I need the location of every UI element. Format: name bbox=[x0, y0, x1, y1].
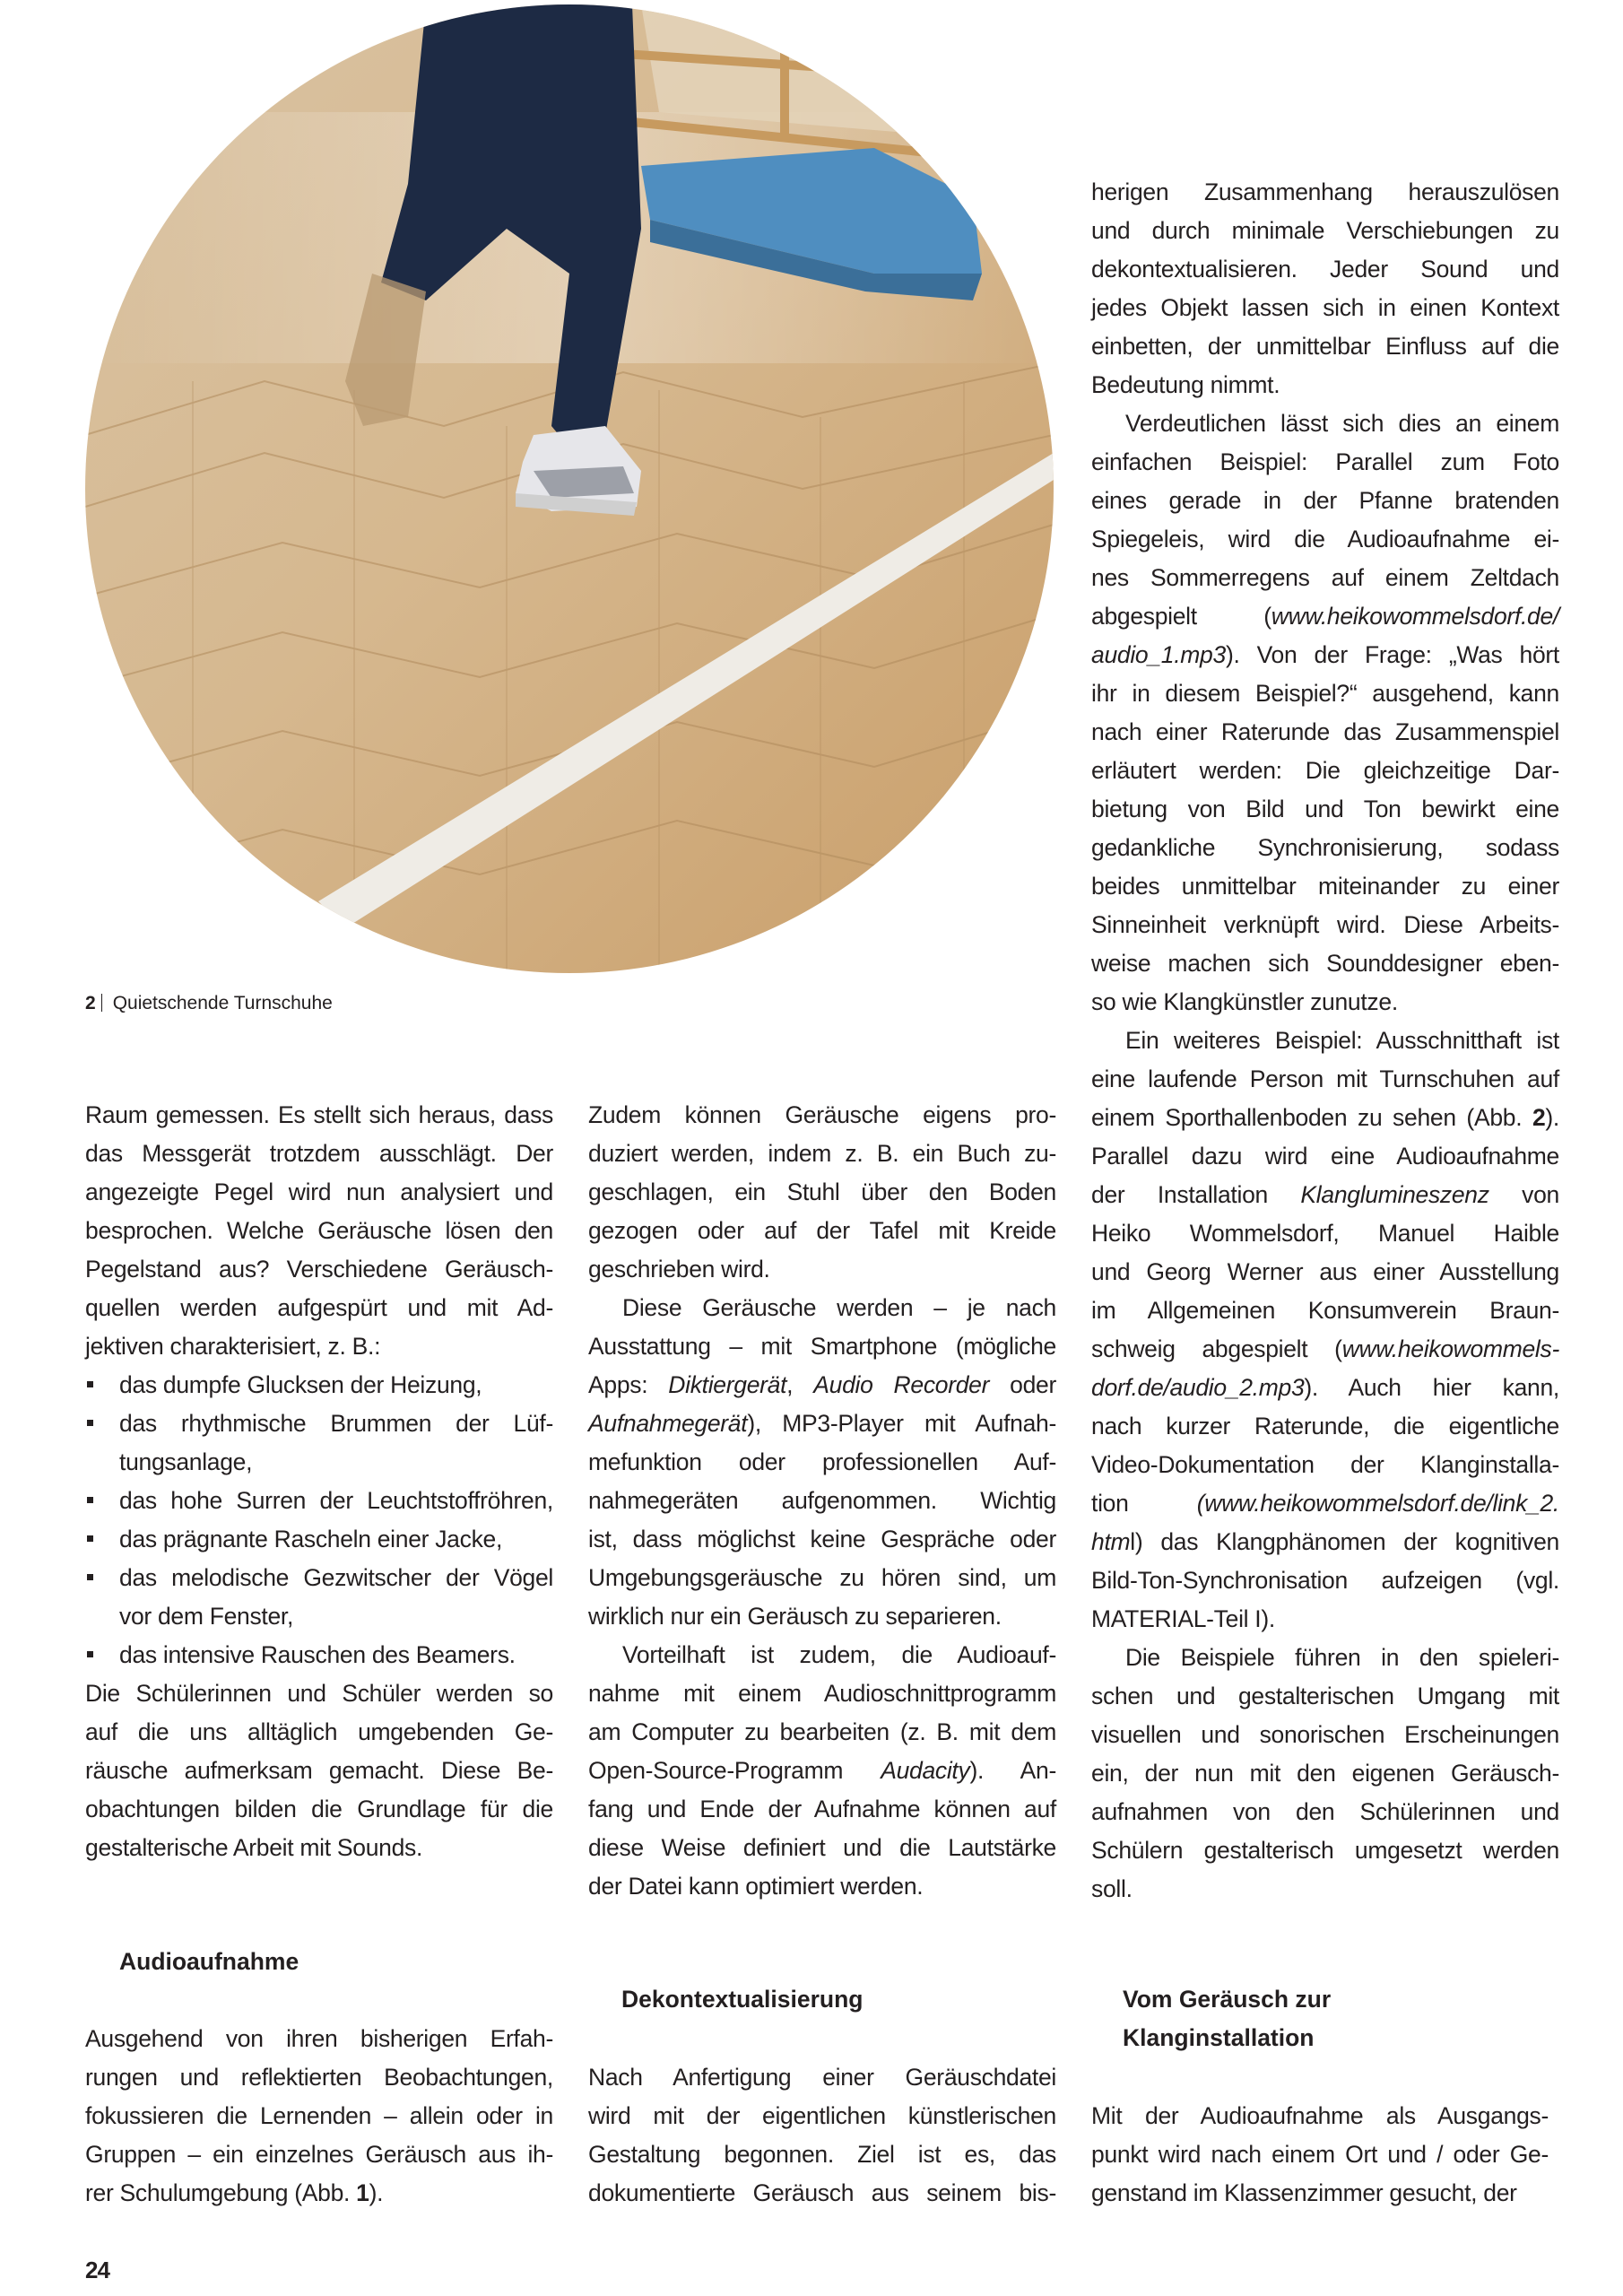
text-line bbox=[1091, 1060, 1559, 1099]
text-line bbox=[1091, 1677, 1559, 1716]
text-line bbox=[1091, 404, 1559, 443]
text-line-content: gezogen oder auf der Tafel mit Kreide bbox=[588, 1217, 1056, 1244]
heading-klanginstallation bbox=[1123, 1980, 1331, 2057]
text-line-content: obachtungen bilden die Grundlage für die bbox=[85, 1796, 553, 1822]
text-line bbox=[1091, 713, 1559, 752]
heading-audioaufnahme: Audioaufnahme bbox=[119, 1948, 299, 1975]
text-line-content: vor dem Fenster, bbox=[119, 1603, 294, 1630]
text-line bbox=[588, 1790, 1056, 1829]
text-line bbox=[1091, 1292, 1559, 1330]
text-line-content: Diese Geräusche werden – je nach bbox=[622, 1294, 1056, 1321]
text-line-content: nach einer Raterunde das Zusammenspiel bbox=[1091, 718, 1559, 745]
text-line-content: MATERIAL-Teil I). bbox=[1091, 1605, 1275, 1632]
text-line-content: Verdeutlichen lässt sich dies an einem bbox=[1125, 410, 1559, 437]
text-line bbox=[1091, 829, 1559, 867]
text-line-content: Open-Source-Programm Audacity). An- bbox=[588, 1757, 1056, 1784]
text-line bbox=[588, 1829, 1056, 1867]
text-line-content: das Messgerät trotzdem ausschlägt. Der bbox=[85, 1140, 553, 1167]
text-line-content: Mit der Audioaufnahme als Ausgangs- bbox=[1091, 2102, 1549, 2129]
text-line bbox=[588, 1597, 1056, 1636]
running-shoes-photo bbox=[85, 4, 1054, 973]
text-line-content: dorf.de/audio_2.mp3). Auch hier kann, bbox=[1091, 1374, 1559, 1401]
bullet-square-icon bbox=[87, 1497, 93, 1503]
bullet-square-icon bbox=[87, 1574, 93, 1580]
text-line-content: Aufnahmegerät), MP3-Player mit Aufnah- bbox=[588, 1410, 1056, 1437]
text-line bbox=[1091, 867, 1559, 906]
text-line-content: mefunktion oder professionellen Auf- bbox=[588, 1448, 1056, 1475]
bullet-square-icon bbox=[87, 1381, 93, 1387]
text-line bbox=[1091, 906, 1559, 944]
text-line-content: im Allgemeinen Konsumverein Braun- bbox=[1091, 1297, 1559, 1324]
text-line-content: Gruppen – ein einzelnes Geräusch aus ih- bbox=[85, 2141, 553, 2168]
text-line bbox=[588, 1173, 1056, 1212]
figure-number: 2 bbox=[85, 993, 96, 1013]
text-line bbox=[1091, 983, 1559, 1022]
text-line-content: Die Beispiele führen in den spieleri- bbox=[1125, 1644, 1559, 1671]
text-line-content: html) das Klangphänomen der kognitiven bbox=[1091, 1528, 1559, 1555]
text-line-content: beides unmittelbar miteinander zu einer bbox=[1091, 873, 1559, 900]
text-line-content: Umgebungsgeräusche zu hören sind, um bbox=[588, 1564, 1056, 1591]
text-line bbox=[85, 1096, 553, 1135]
text-line-content: rer Schulumgebung (Abb. 1). bbox=[85, 2179, 384, 2206]
text-line bbox=[1091, 1639, 1559, 1677]
text-line-content: einfachen Beispiel: Parallel zum Foto bbox=[1091, 448, 1559, 475]
text-line-content: der Datei kann optimiert werden. bbox=[588, 1873, 924, 1900]
text-line-content: Parallel dazu wird eine Audioaufnahme bbox=[1091, 1143, 1559, 1170]
text-line-content: das intensive Rauschen des Beamers. bbox=[119, 1641, 516, 1668]
text-line bbox=[588, 1482, 1056, 1520]
text-line-content: herigen Zusammenhang herauszulösen bbox=[1091, 178, 1559, 205]
text-line bbox=[588, 2058, 1056, 2097]
text-line bbox=[1091, 1022, 1559, 1060]
text-line-content: Vorteilhaft ist zudem, die Audioauf- bbox=[622, 1641, 1056, 1668]
text-line-content: der Installation Klanglumineszenz von bbox=[1091, 1181, 1559, 1208]
text-line-content: Zudem können Geräusche eigens pro- bbox=[588, 1101, 1056, 1128]
text-line bbox=[1091, 2135, 1549, 2174]
text-line bbox=[85, 1752, 553, 1790]
text-line-content: jedes Objekt lassen sich in einen Kontext bbox=[1091, 294, 1559, 321]
bullet-list-item-line bbox=[85, 1520, 553, 1559]
text-line bbox=[588, 1867, 1056, 1906]
text-line-content: einem Sporthallenboden zu sehen (Abb. 2). bbox=[1091, 1104, 1559, 1131]
text-line-content: das dumpfe Glucksen der Heizung, bbox=[119, 1371, 482, 1398]
text-line-content: schen und gestalterischen Umgang mit bbox=[1091, 1683, 1559, 1709]
text-line-content: wirklich nur ein Geräusch zu separieren. bbox=[588, 1603, 1002, 1630]
text-line bbox=[1091, 1137, 1559, 1176]
figure-2-photo bbox=[85, 4, 1054, 973]
text-line-content: Die Schülerinnen und Schüler werden so bbox=[85, 1680, 553, 1707]
text-line-content: rungen und reflektierten Beobachtungen, bbox=[85, 2064, 553, 2091]
text-line bbox=[588, 1443, 1056, 1482]
bullet-list-item-line bbox=[85, 1405, 553, 1443]
text-line bbox=[1091, 1407, 1559, 1446]
text-line bbox=[1091, 1600, 1559, 1639]
text-line bbox=[1091, 1214, 1559, 1253]
text-line bbox=[1091, 1754, 1559, 1793]
text-line bbox=[1091, 752, 1559, 790]
text-line-content: dekontextualisieren. Jeder Sound und bbox=[1091, 256, 1559, 283]
text-line-content: diese Weise definiert und die Lautstärke bbox=[588, 1834, 1056, 1861]
text-line bbox=[588, 1752, 1056, 1790]
text-line-content: nach kurzer Raterunde, die eigentliche bbox=[1091, 1413, 1559, 1439]
text-line bbox=[1091, 1099, 1559, 1137]
text-line-content: ein, der nun mit den eigenen Geräusch- bbox=[1091, 1760, 1559, 1787]
text-line bbox=[1091, 1870, 1559, 1909]
text-line bbox=[1091, 520, 1559, 559]
text-line bbox=[588, 1289, 1056, 1327]
text-line-content: fang und Ende der Aufnahme können auf bbox=[588, 1796, 1056, 1822]
text-line-content: Bedeutung nimmt. bbox=[1091, 371, 1280, 398]
text-line bbox=[85, 1713, 553, 1752]
text-line bbox=[85, 1790, 553, 1829]
text-line bbox=[1091, 1176, 1559, 1214]
text-line-content: wird mit der eigentlichen künstlerischen bbox=[588, 2102, 1056, 2129]
text-line-content: Bild-Ton-Synchronisation aufzeigen (vgl. bbox=[1091, 1567, 1559, 1594]
text-line bbox=[1091, 944, 1559, 983]
text-line bbox=[588, 2174, 1056, 2213]
bullet-list-item-line bbox=[85, 1366, 553, 1405]
text-line-content: das melodische Gezwitscher der Vögel bbox=[119, 1564, 553, 1591]
text-line bbox=[85, 1327, 553, 1366]
text-line bbox=[588, 1520, 1056, 1559]
text-line-content: tion (www.heikowommelsdorf.de/link_2. bbox=[1091, 1490, 1559, 1517]
text-line-content: Heiko Wommelsdorf, Manuel Haible bbox=[1091, 1220, 1559, 1247]
text-line bbox=[1091, 1369, 1559, 1407]
text-line-content: eine laufende Person mit Turnschuhen auf bbox=[1091, 1065, 1559, 1092]
text-line bbox=[1091, 1561, 1559, 1600]
text-line bbox=[1091, 250, 1559, 289]
text-line bbox=[1091, 1446, 1559, 1484]
text-line-content: und Georg Werner aus einer Ausstellung bbox=[1091, 1258, 1559, 1285]
bullet-square-icon bbox=[87, 1535, 93, 1542]
text-line-content: und durch minimale Verschiebungen zu bbox=[1091, 217, 1559, 244]
text-line bbox=[588, 1559, 1056, 1597]
text-line-content: quellen werden aufgespürt und mit Ad- bbox=[85, 1294, 553, 1321]
text-line bbox=[588, 1674, 1056, 1713]
text-line-content: nahme mit einem Audioschnittprogramm bbox=[588, 1680, 1056, 1707]
text-line-content: Ein weiteres Beispiel: Ausschnitthaft ist bbox=[1125, 1027, 1559, 1054]
text-line-content: fokussieren die Lernenden – allein oder in bbox=[85, 2102, 553, 2129]
text-line-content: so wie Klangkünstler zunutze. bbox=[1091, 988, 1398, 1015]
klanginstallation-paragraph bbox=[1091, 2097, 1549, 2213]
middle-column-text bbox=[588, 1096, 1056, 1906]
text-line bbox=[1091, 597, 1559, 636]
text-line-content: das rhythmische Brummen der Lüf- bbox=[119, 1410, 553, 1437]
text-line-content: Pegelstand aus? Verschiedene Geräusch- bbox=[85, 1256, 553, 1283]
text-line-content: schweig abgespielt (www.heikowommels- bbox=[1091, 1335, 1559, 1362]
text-line-content: abgespielt (www.heikowommelsdorf.de/ bbox=[1091, 603, 1559, 630]
text-line bbox=[85, 1443, 553, 1482]
page-number: 24 bbox=[85, 2257, 109, 2283]
text-line-content: räusche aufmerksam gemacht. Diese Be- bbox=[85, 1757, 553, 1784]
text-line bbox=[1091, 1330, 1559, 1369]
text-line-content: tungsanlage, bbox=[119, 1448, 253, 1475]
text-line-content: audio_1.mp3). Von der Frage: „Was hört bbox=[1091, 641, 1559, 668]
text-line-content: nahmegeräten aufgenommen. Wichtig bbox=[588, 1487, 1056, 1514]
text-line bbox=[1091, 289, 1559, 327]
text-line bbox=[85, 1212, 553, 1250]
right-column-text bbox=[1091, 173, 1559, 1909]
bullet-list-item-line bbox=[85, 1636, 553, 1674]
text-line-content: weise machen sich Sounddesigner eben- bbox=[1091, 950, 1559, 977]
text-line bbox=[1091, 173, 1559, 212]
text-line bbox=[1091, 790, 1559, 829]
text-line bbox=[1091, 327, 1559, 366]
text-line bbox=[85, 2097, 553, 2135]
text-line-content: genstand im Klassenzimmer gesucht, der bbox=[1091, 2179, 1517, 2206]
text-line-content: Gestaltung begonnen. Ziel ist es, das bbox=[588, 2141, 1056, 2168]
text-line-content: duziert werden, indem z. B. ein Buch zu- bbox=[588, 1140, 1056, 1167]
text-line-content: geschrieben wird. bbox=[588, 1256, 770, 1283]
text-line-content: einbetten, der unmittelbar Einfluss auf die bbox=[1091, 333, 1559, 360]
text-line-content: besprochen. Welche Geräusche lösen den bbox=[85, 1217, 553, 1244]
bullet-square-icon bbox=[87, 1420, 93, 1426]
text-line-content: am Computer zu bearbeiten (z. B. mit dem bbox=[588, 1718, 1056, 1745]
text-line-content: ist, dass möglichst keine Gespräche oder bbox=[588, 1526, 1056, 1552]
heading-dekontextualisierung: Dekontextualisierung bbox=[621, 1986, 864, 2013]
text-line bbox=[85, 1829, 553, 1867]
text-line-content: eines gerade in der Pfanne bratenden bbox=[1091, 487, 1559, 514]
left-column-text bbox=[85, 1096, 553, 1867]
text-line bbox=[1091, 2174, 1549, 2213]
text-line-content: geschlagen, ein Stuhl über den Boden bbox=[588, 1178, 1056, 1205]
text-line bbox=[1091, 1253, 1559, 1292]
text-line-content: Schülern gestalterisch umgesetzt werden bbox=[1091, 1837, 1559, 1864]
text-line bbox=[588, 1636, 1056, 1674]
text-line-content: angezeigte Pegel wird nun analysiert und bbox=[85, 1178, 553, 1205]
audioaufnahme-paragraph bbox=[85, 2020, 553, 2213]
text-line bbox=[588, 2135, 1056, 2174]
text-line bbox=[588, 1212, 1056, 1250]
text-line-content: das hohe Surren der Leuchtstoffröhren, bbox=[119, 1487, 553, 1514]
text-line-content: gedankliche Synchronisierung, sodass bbox=[1091, 834, 1559, 861]
text-line bbox=[1091, 559, 1559, 597]
figure-caption-text: Quietschende Turnschuhe bbox=[112, 993, 333, 1013]
text-line-content: Spiegeleis, wird die Audioaufnahme ei- bbox=[1091, 526, 1559, 552]
text-line-content: dokumentierte Geräusch aus seinem bis- bbox=[588, 2179, 1056, 2206]
text-line-content: Raum gemessen. Es stellt sich heraus, dass bbox=[85, 1101, 553, 1128]
caption-divider bbox=[101, 994, 102, 1012]
heading-klanginstallation-line-1: Vom Geräusch zur bbox=[1123, 1986, 1332, 2013]
text-line bbox=[1091, 636, 1559, 674]
text-line bbox=[85, 2135, 553, 2174]
text-line-content: visuellen und sonorischen Erscheinungen bbox=[1091, 1721, 1559, 1748]
text-line-content: soll. bbox=[1091, 1875, 1133, 1902]
bullet-square-icon bbox=[87, 1651, 93, 1657]
text-line bbox=[588, 1405, 1056, 1443]
text-line bbox=[588, 1096, 1056, 1135]
text-line bbox=[588, 1135, 1056, 1173]
text-line bbox=[85, 1135, 553, 1173]
text-line-content: Sinneinheit verknüpft wird. Diese Arbeits- bbox=[1091, 911, 1559, 938]
text-line bbox=[588, 1327, 1056, 1366]
text-line bbox=[1091, 1716, 1559, 1754]
bullet-list-item-line bbox=[85, 1482, 553, 1520]
text-line bbox=[1091, 482, 1559, 520]
text-line bbox=[588, 1366, 1056, 1405]
text-line-content: bietung von Bild und Ton bewirkt eine bbox=[1091, 796, 1559, 822]
text-line bbox=[588, 2097, 1056, 2135]
text-line-content: gestalterische Arbeit mit Sounds. bbox=[85, 1834, 423, 1861]
text-line-content: jektiven charakterisiert, z. B.: bbox=[85, 1333, 381, 1360]
text-line bbox=[1091, 2097, 1549, 2135]
text-line-content: aufnahmen von den Schülerinnen und bbox=[1091, 1798, 1559, 1825]
text-line-content: das prägnante Rascheln einer Jacke, bbox=[119, 1526, 503, 1552]
figure-caption bbox=[85, 991, 333, 1016]
text-line bbox=[85, 1250, 553, 1289]
heading-klanginstallation-line-2: Klanginstallation bbox=[1123, 2024, 1315, 2051]
text-line-content: Ausgehend von ihren bisherigen Erfah- bbox=[85, 2025, 553, 2052]
text-line-content: Nach Anfertigung einer Geräuschdatei bbox=[588, 2064, 1056, 2091]
text-line-content: Ausstattung – mit Smartphone (mögliche bbox=[588, 1333, 1056, 1360]
text-line bbox=[85, 1597, 553, 1636]
text-line bbox=[85, 1289, 553, 1327]
text-line-content: erläutert werden: Die gleichzeitige Dar- bbox=[1091, 757, 1559, 784]
text-line bbox=[85, 2174, 553, 2213]
text-line bbox=[85, 1674, 553, 1713]
text-line-content: Video-Dokumentation der Klanginstalla- bbox=[1091, 1451, 1559, 1478]
text-line-content: punkt wird nach einem Ort und / oder Ge- bbox=[1091, 2141, 1549, 2168]
text-line bbox=[1091, 1484, 1559, 1523]
dekontextualisierung-paragraph bbox=[588, 2058, 1056, 2213]
text-line-content: Apps: Diktiergerät, Audio Recorder oder bbox=[588, 1371, 1056, 1398]
text-line bbox=[588, 1250, 1056, 1289]
text-line-content: ihr in diesem Beispiel?“ ausgehend, kann bbox=[1091, 680, 1559, 707]
text-line bbox=[588, 1713, 1056, 1752]
bullet-list-item-line bbox=[85, 1559, 553, 1597]
text-line bbox=[1091, 212, 1559, 250]
text-line bbox=[85, 2058, 553, 2097]
text-line bbox=[85, 1173, 553, 1212]
text-line-content: auf die uns alltäglich umgebenden Ge- bbox=[85, 1718, 553, 1745]
text-line bbox=[1091, 1523, 1559, 1561]
text-line bbox=[1091, 366, 1559, 404]
text-line bbox=[1091, 674, 1559, 713]
text-line bbox=[1091, 443, 1559, 482]
text-line bbox=[1091, 1831, 1559, 1870]
text-line-content: nes Sommerregens auf einem Zeltdach bbox=[1091, 564, 1559, 591]
text-line bbox=[85, 2020, 553, 2058]
text-line bbox=[1091, 1793, 1559, 1831]
